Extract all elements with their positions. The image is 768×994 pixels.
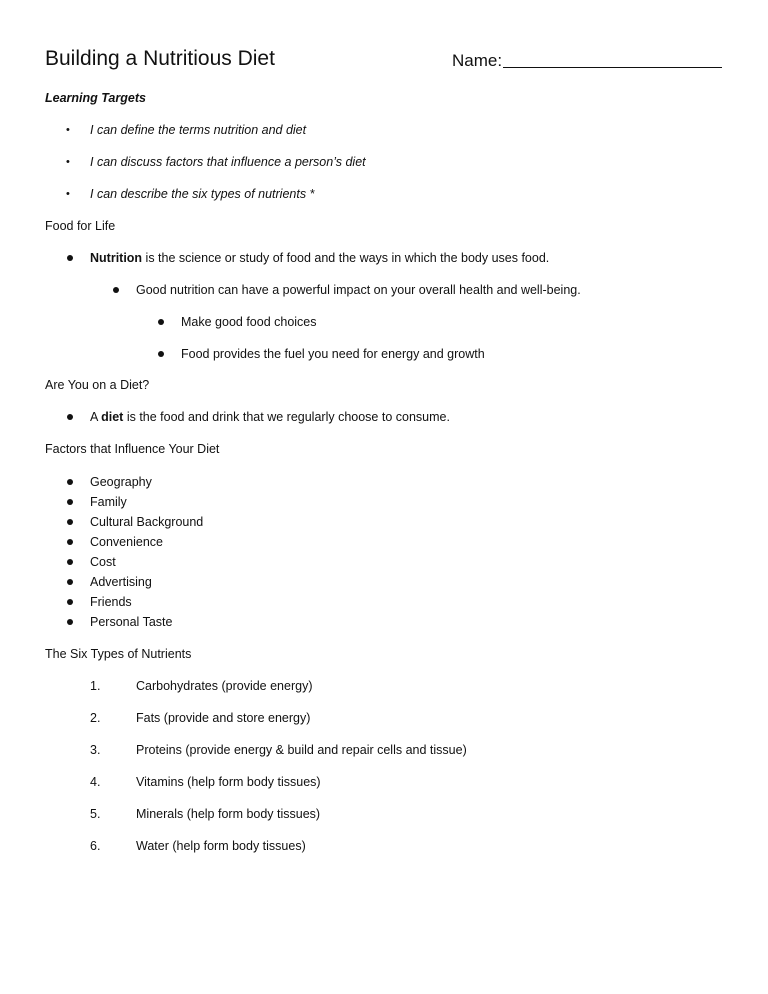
bullet-icon	[67, 559, 73, 565]
diet-definition: is the food and drink that we regularly choose to consume.	[123, 410, 450, 424]
nutrition-definition-line	[90, 251, 549, 265]
nutrient-item: Water (help form body tissues)	[136, 839, 306, 853]
bullet-icon	[67, 579, 73, 585]
bullet-icon	[67, 519, 73, 525]
factors-heading: Factors that Influence Your Diet	[45, 442, 220, 456]
bullet-icon	[113, 287, 119, 293]
nutrient-number: 5.	[90, 807, 101, 821]
nutrition-sub-sub-point: Food provides the fuel you need for energy and growth	[181, 347, 485, 361]
bullet-icon	[158, 351, 164, 357]
bullet-icon	[67, 255, 73, 261]
learning-targets-heading: Learning Targets	[45, 91, 146, 105]
bullet-icon	[158, 319, 164, 325]
bullet-icon	[67, 619, 73, 625]
nutrient-item: Fats (provide and store energy)	[136, 711, 311, 725]
factor-item: Family	[90, 495, 127, 509]
factor-item: Friends	[90, 595, 132, 609]
factor-item: Geography	[90, 475, 152, 489]
nutrients-heading: The Six Types of Nutrients	[45, 647, 192, 661]
bullet-icon	[67, 414, 73, 420]
bullet-icon	[67, 599, 73, 605]
nutrition-sub-point: Good nutrition can have a powerful impact on your overall health and well-being.	[136, 283, 581, 297]
nutrient-number: 2.	[90, 711, 101, 725]
bullet-icon: •	[66, 188, 70, 200]
diet-heading: Are You on a Diet?	[45, 378, 150, 392]
diet-definition-line	[90, 410, 450, 424]
nutrition-sub-sub-point: Make good food choices	[181, 315, 317, 329]
factor-item: Personal Taste	[90, 615, 173, 629]
nutrient-number: 6.	[90, 839, 101, 853]
learning-target-item: I can discuss factors that influence a person’s diet	[90, 155, 366, 169]
factor-item: Convenience	[90, 535, 163, 549]
diet-term: diet	[101, 410, 124, 424]
factor-item: Advertising	[90, 575, 152, 589]
nutrient-number: 4.	[90, 775, 101, 789]
nutrition-term: Nutrition	[90, 251, 143, 265]
nutrient-item: Proteins (provide energy & build and repair cells and tissue)	[136, 743, 467, 757]
name-blank-line[interactable]	[503, 67, 722, 68]
nutrition-definition: is the science or study of food and the ways in which the body uses food.	[142, 251, 550, 265]
factor-item: Cost	[90, 555, 116, 569]
nutrient-item: Carbohydrates (provide energy)	[136, 679, 313, 693]
factor-item: Cultural Background	[90, 515, 204, 529]
learning-target-item: I can describe the six types of nutrients *	[90, 187, 315, 201]
nutrient-item: Minerals (help form body tissues)	[136, 807, 321, 821]
learning-target-item: I can define the terms nutrition and diet	[90, 123, 307, 137]
bullet-icon	[67, 539, 73, 545]
bullet-icon	[67, 479, 73, 485]
bullet-icon	[67, 499, 73, 505]
name-label: Name:	[452, 51, 503, 70]
nutrient-number: 1.	[90, 679, 101, 693]
food-for-life-heading: Food for Life	[45, 219, 116, 233]
nutrient-number: 3.	[90, 743, 101, 757]
bullet-icon: •	[66, 156, 70, 168]
nutrient-item: Vitamins (help form body tissues)	[136, 775, 321, 789]
bullet-icon: •	[66, 124, 70, 136]
diet-prefix: A	[90, 410, 102, 424]
page-title: Building a Nutritious Diet	[45, 47, 275, 70]
